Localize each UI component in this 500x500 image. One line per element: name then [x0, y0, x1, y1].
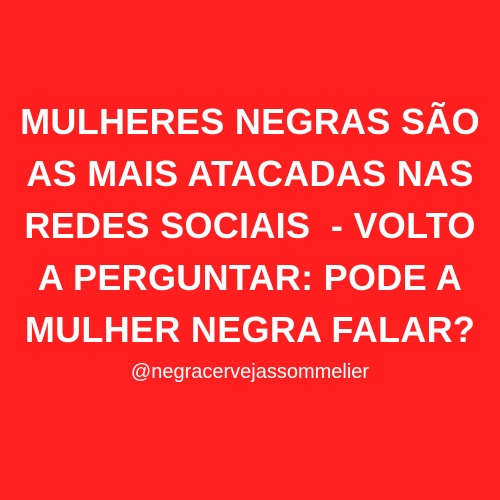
- headline-text: [0, 96, 500, 356]
- author-handle: @negracervejassommelier: [130, 361, 370, 383]
- headline-line-4: A PERGUNTAR: PODE A: [37, 257, 463, 298]
- headline-line-3: REDES SOCIAIS - VOLTO: [24, 205, 476, 246]
- headline-line-1: MULHERES NEGRAS SÃO: [20, 101, 480, 142]
- headline-line-5: MULHER NEGRA FALAR?: [24, 309, 476, 350]
- headline-line-2: AS MAIS ATACADAS NAS: [26, 153, 474, 194]
